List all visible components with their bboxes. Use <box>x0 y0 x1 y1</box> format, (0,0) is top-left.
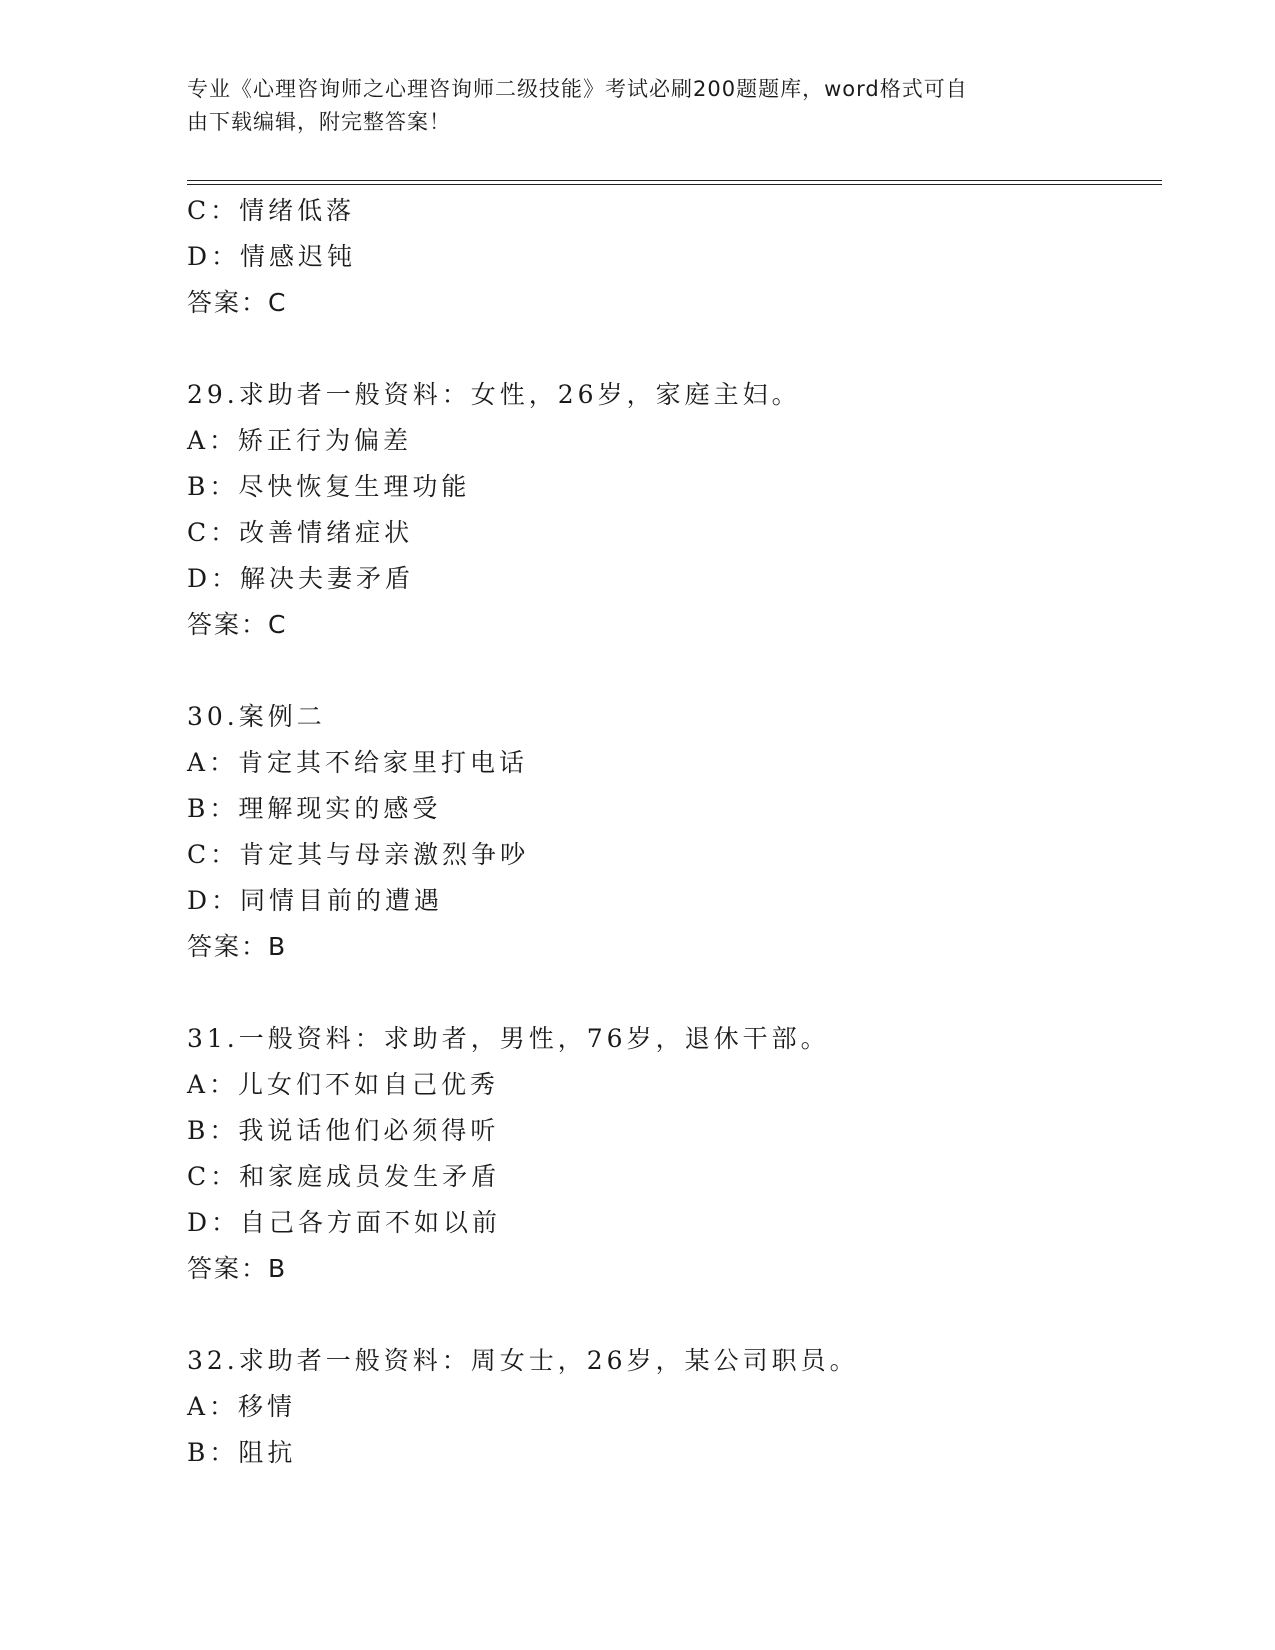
header-divider-bottom <box>187 184 1162 185</box>
option-b: B：阻抗 <box>187 1438 297 1467</box>
answer-line: 答案：B <box>187 1254 288 1283</box>
question-stem: 30.案例二 <box>187 702 326 731</box>
question-stem: 32.求助者一般资料：周女士，26岁，某公司职员。 <box>187 1346 859 1375</box>
option-b: B：尽快恢复生理功能 <box>187 472 471 501</box>
option-a: A：矫正行为偏差 <box>187 426 413 455</box>
answer-line: 答案：C <box>187 610 288 639</box>
question-stem: 29.求助者一般资料：女性，26岁，家庭主妇。 <box>187 380 801 409</box>
spacer <box>187 1292 1162 1338</box>
question-32 <box>187 1338 1162 1476</box>
question-list <box>187 188 1162 1476</box>
spacer <box>187 648 1162 694</box>
option-c: C：情绪低落 <box>187 196 356 225</box>
option-b: B：理解现实的感受 <box>187 794 442 823</box>
option-d: D：解决夫妻矛盾 <box>187 564 415 593</box>
header-line-2: 由下载编辑，附完整答案！ <box>187 110 451 134</box>
option-b: B：我说话他们必须得听 <box>187 1116 500 1145</box>
spacer <box>187 326 1162 372</box>
partial-question-28 <box>187 188 1162 326</box>
question-stem: 31.一般资料：求助者，男性，76岁，退休干部。 <box>187 1024 830 1053</box>
option-c: C：改善情绪症状 <box>187 518 414 547</box>
document-header <box>187 73 1067 139</box>
option-a: A：移情 <box>187 1392 297 1421</box>
answer-line: 答案：C <box>187 288 288 317</box>
answer-line: 答案：B <box>187 932 288 961</box>
option-d: D：情感迟钝 <box>187 242 357 271</box>
question-29 <box>187 372 1162 648</box>
option-c: C：和家庭成员发生矛盾 <box>187 1162 501 1191</box>
spacer <box>187 970 1162 1016</box>
option-d: D：同情目前的遭遇 <box>187 886 444 915</box>
option-d: D：自己各方面不如以前 <box>187 1208 502 1237</box>
header-line-1: 专业《心理咨询师之心理咨询师二级技能》考试必刷200题题库，word格式可自 <box>187 77 968 101</box>
question-31 <box>187 1016 1162 1292</box>
option-a: A：儿女们不如自己优秀 <box>187 1070 500 1099</box>
option-a: A：肯定其不给家里打电话 <box>187 748 529 777</box>
header-divider-top <box>187 180 1162 181</box>
question-30 <box>187 694 1162 970</box>
option-c: C：肯定其与母亲激烈争吵 <box>187 840 530 869</box>
